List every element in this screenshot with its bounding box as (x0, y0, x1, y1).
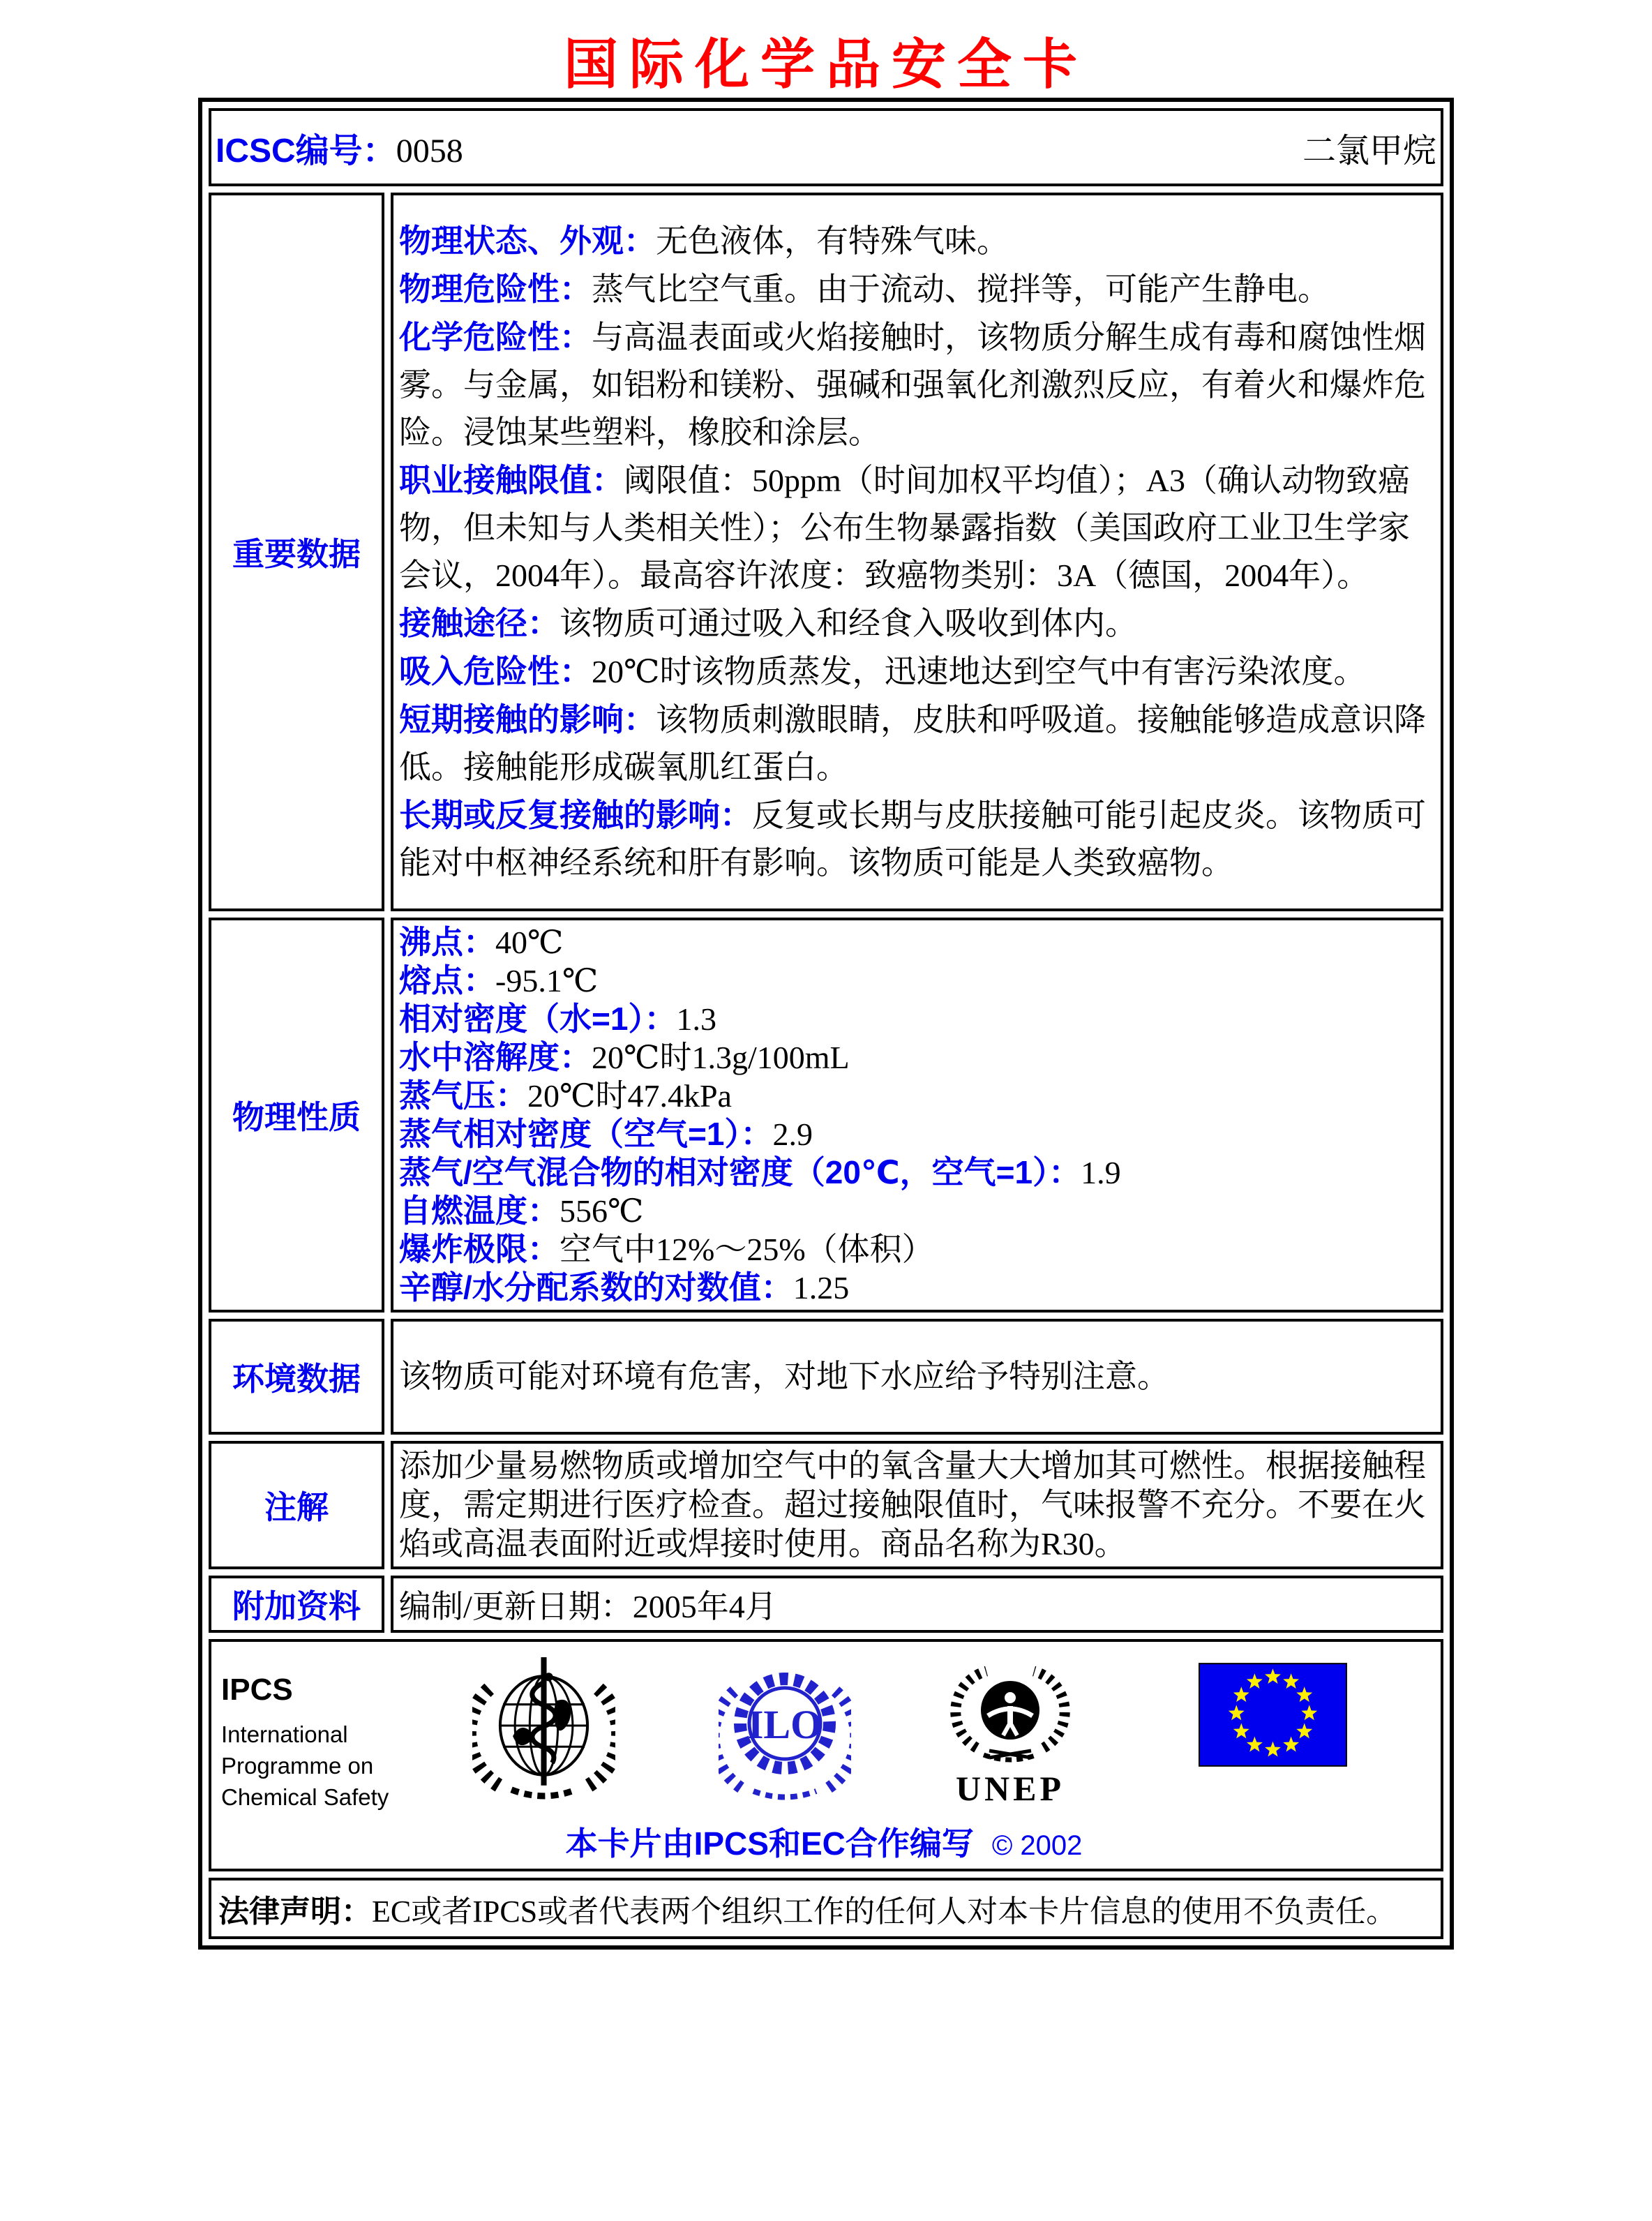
item-label: 物理危险性： (399, 271, 592, 307)
data-item (399, 962, 1434, 1000)
notes-text: 添加少量易燃物质或增加空气中的氧含量大大增加其可燃性。根据接触程度，需定期进行医疗检查。超过接触限值时，气味报警不充分。不要在火焰或高温表面附近或焊接时使用。商品名称为R30。 (399, 1448, 1426, 1562)
notes-content (391, 1441, 1443, 1569)
item-label: 熔点： (399, 962, 495, 999)
eu-flag-icon (1199, 1663, 1347, 1770)
data-item (399, 1153, 1434, 1192)
data-item (399, 217, 1434, 265)
item-label: 爆炸极限： (399, 1231, 560, 1267)
item-text: 无色液体，有特殊气味。 (656, 223, 1009, 259)
environmental-data-content (391, 1319, 1443, 1435)
item-text: 40℃ (495, 925, 564, 960)
ipcs-name-line: Programme on (221, 1753, 374, 1779)
notes-row (209, 1441, 1443, 1569)
item-label: 辛醇/水分配系数的对数值： (399, 1269, 793, 1306)
item-label: 蒸气压： (399, 1077, 527, 1114)
data-item (399, 456, 1434, 599)
item-label: 相对密度（水=1）： (399, 1001, 677, 1037)
item-text: 1.9 (1081, 1155, 1121, 1190)
header-row (209, 108, 1443, 186)
section-label-important-data: 重要数据 (209, 193, 384, 911)
item-label: 长期或反复接触的影响： (399, 797, 752, 833)
who-emblem-icon (472, 1653, 615, 1804)
section-label-additional-info: 附加资料 (209, 1576, 384, 1633)
item-text: 1.3 (676, 1001, 716, 1037)
data-item (399, 696, 1434, 791)
header-cell (209, 108, 1443, 186)
important-data-row (209, 193, 1443, 911)
physical-properties-content (391, 918, 1443, 1313)
ipcs-name-line: International (221, 1721, 348, 1747)
data-item (399, 1115, 1434, 1153)
data-item (399, 1192, 1434, 1230)
ilo-emblem-icon (719, 1653, 851, 1804)
legal-text: EC或者IPCS或者代表两个组织工作的任何人对本卡片信息的使用不负责任。 (372, 1894, 1397, 1929)
icsc-card-table (198, 98, 1454, 1950)
icsc-number-label: ICSC编号： (216, 132, 396, 170)
item-text: 蒸气比空气重。由于流动、搅拌等，可能产生静电。 (592, 271, 1330, 307)
data-item (399, 313, 1434, 456)
data-item (399, 1038, 1434, 1077)
page-title: 国际化学品安全卡 (563, 33, 1088, 95)
data-item (399, 923, 1434, 962)
item-text: 1.25 (793, 1270, 850, 1306)
legal-label: 法律声明： (218, 1894, 372, 1929)
data-item (399, 1000, 1434, 1038)
additional-info-text: 编制/更新日期：2005年4月 (399, 1589, 777, 1624)
ipcs-text-block (221, 1673, 430, 1813)
item-text: 反复或长期与皮肤接触可能引起皮炎。该物质可能对中枢神经系统和肝有影响。该物质可能是人类致癌物。 (399, 798, 1426, 881)
section-label-environmental-data: 环境数据 (209, 1319, 384, 1435)
physical-properties-row (209, 918, 1443, 1313)
unep-emblem-icon (947, 1653, 1073, 1765)
item-text: 2.9 (772, 1116, 813, 1152)
data-item (399, 599, 1434, 648)
item-text: 20℃时47.4kPa (527, 1078, 732, 1114)
data-item (399, 648, 1434, 696)
environmental-data-row (209, 1319, 1443, 1435)
item-text: 20℃时该物质蒸发，迅速地达到空气中有害污染浓度。 (592, 654, 1366, 689)
item-label: 职业接触限值： (399, 462, 624, 498)
item-label: 蒸气相对密度（空气=1）： (399, 1116, 773, 1152)
item-text: 空气中12%～25%（体积） (560, 1232, 934, 1267)
data-item (399, 1077, 1434, 1115)
unep-emblem-block (947, 1653, 1073, 1809)
section-label-physical-properties: 物理性质 (209, 918, 384, 1313)
item-label: 沸点： (399, 924, 495, 960)
additional-info-content (391, 1576, 1443, 1633)
caption-text: 本卡片由IPCS和EC合作编写 (565, 1825, 974, 1862)
additional-info-row (209, 1576, 1443, 1633)
item-label: 接触途径： (399, 605, 560, 641)
icsc-number-value: 0058 (396, 132, 463, 170)
item-text: 阈限值：50ppm（时间加权平均值）；A3（确认动物致癌物，但未知与人类相关性）；公布生物暴露指数（美国政府工业卫生学家会议，2004年）。最高容许浓度：致癌物类别：3A（德国，2004年）。 (399, 463, 1410, 593)
item-label: 吸入危险性： (399, 653, 592, 689)
legal-row (209, 1878, 1443, 1939)
data-item (399, 791, 1434, 887)
environmental-data-text: 该物质可能对环境有危害，对地下水应给予特别注意。 (399, 1359, 1169, 1394)
item-text: 556℃ (560, 1193, 644, 1229)
data-item (399, 265, 1434, 313)
item-label: 化学危险性： (399, 319, 592, 355)
item-label: 水中溶解度： (399, 1039, 592, 1075)
important-data-content (391, 193, 1443, 911)
item-label: 自燃温度： (399, 1192, 560, 1229)
data-item (399, 1230, 1434, 1269)
data-item (399, 1269, 1434, 1307)
cooperation-caption (221, 1818, 1427, 1864)
item-label: 物理状态、外观： (399, 223, 656, 259)
item-text: -95.1℃ (495, 963, 599, 999)
logos-cell (209, 1639, 1443, 1871)
item-label: 短期接触的影响： (399, 701, 656, 738)
item-label: 蒸气/空气混合物的相对密度（20℃，空气=1）： (399, 1154, 1081, 1190)
chemical-name: 二氯甲烷 (1302, 132, 1436, 170)
copyright-text: © 2002 (991, 1830, 1083, 1861)
ipcs-name-line: Chemical Safety (221, 1784, 389, 1810)
item-text: 20℃时1.3g/100mL (592, 1040, 850, 1075)
section-label-notes: 注解 (209, 1441, 384, 1569)
logos-row (209, 1639, 1443, 1871)
item-text: 该物质刺激眼睛，皮肤和呼吸道。接触能够造成意识降低。接触能形成碳氧肌红蛋白。 (399, 702, 1426, 785)
ipcs-acronym: IPCS (221, 1673, 293, 1707)
icsc-number-group (216, 124, 463, 172)
ilo-letters: ILO (747, 1702, 823, 1747)
item-text: 与高温表面或火焰接触时，该物质分解生成有毒和腐蚀性烟雾。与金属，如铝粉和镁粉、强碱和强氧化剂激烈反应，有着火和爆炸危险。浸蚀某些塑料，橡胶和涂层。 (399, 320, 1426, 450)
unep-label: UNEP (955, 1769, 1065, 1808)
legal-cell (209, 1878, 1443, 1939)
item-text: 该物质可通过吸入和经食入吸收到体内。 (560, 606, 1137, 641)
